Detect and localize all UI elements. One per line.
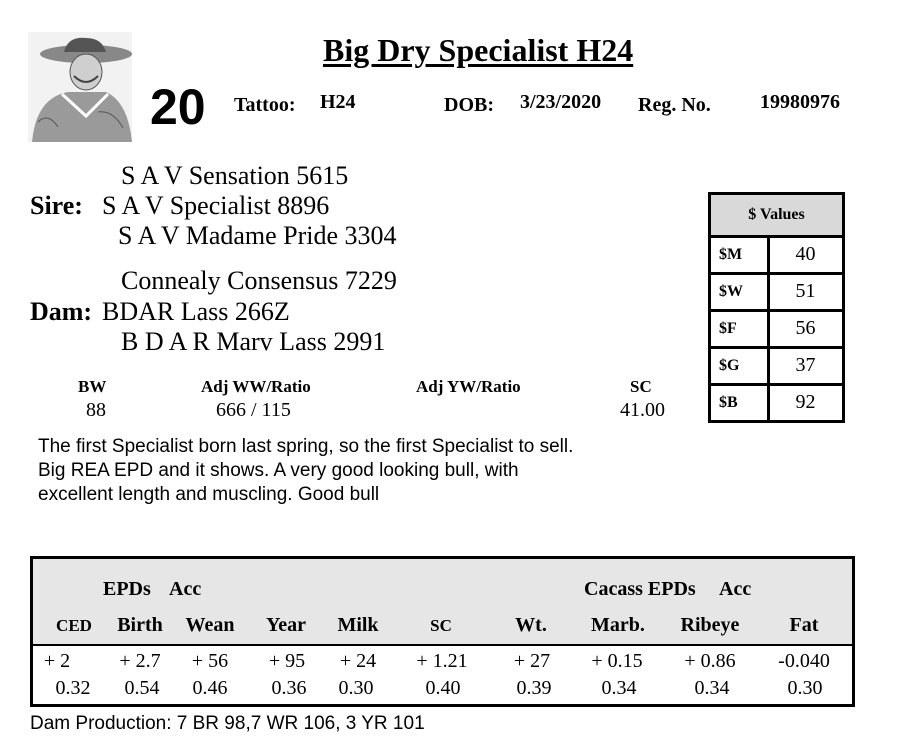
dollar-value-row [711,238,842,275]
reg-label: Reg. No. [638,94,711,116]
index-name: $M [719,246,743,263]
sire-name: S A V Specialist 8896 [102,191,330,220]
dam-label: Dam: [30,297,93,326]
sc-label: SC [630,377,652,396]
index-value: 37 [795,354,816,376]
page-title: Big Dry Specialist H24 [323,32,634,68]
epd-value: + 0.15 [591,650,643,672]
epd-value: + 1.21 [416,650,468,672]
col-milk: Milk [337,614,379,636]
epd-value: -0.040 [778,650,830,672]
col-marb: Marb. [591,614,645,636]
dollar-value-row [711,312,842,349]
dollar-value-row [711,386,842,423]
yw-label: Adj YW/Ratio [416,377,521,396]
sire-sire: S A V Sensation 5615 [121,161,349,190]
carcass-epds-label: Cacass EPDs [584,578,696,600]
comments: The first Specialist born last spring, so the first Specialist to sell. Big REA EPD and it shows. A very good looking bull, with excellent length and muscling. Good bull [38,436,574,505]
sire-dam: S A V Madame Pride 3304 [118,221,397,250]
epd-value: + 2.7 [119,650,161,672]
epd-value: + 27 [513,650,551,672]
carcass-acc-label: Acc [719,578,752,600]
dollar-value-row [711,275,842,312]
col-year: Year [266,614,306,636]
index-name: $G [719,357,740,374]
acc-value: 0.54 [124,677,160,699]
acc-value: 0.34 [694,677,730,699]
col-birth: Birth [117,614,163,636]
epd-value: + 24 [339,650,377,672]
ww-label: Adj WW/Ratio [201,377,311,396]
acc-value: 0.34 [601,677,637,699]
acc-label: Acc [169,578,202,600]
bw-label: BW [78,377,107,396]
acc-value: 0.32 [55,677,91,699]
epds-label: EPDs [103,578,151,600]
col-fat: Fat [789,614,819,636]
epd-value: + 0.86 [684,650,736,672]
col-sc: SC [430,616,452,635]
index-name: $W [719,283,743,300]
dollar-values-table [708,192,845,423]
acc-value: 0.39 [516,677,552,699]
dob-label: DOB: [444,94,494,116]
col-ribeye: Ribeye [680,614,740,636]
col-wean: Wean [185,614,235,636]
dam-sire: Connealy Consensus 7229 [121,266,397,295]
index-value: 40 [795,243,816,265]
dam-production: Dam Production: 7 BR 98,7 WR 106, 3 YR 101 [30,713,425,734]
tattoo-value: H24 [320,91,356,113]
dam-dam: B D A R Marv Lass 2991 [121,327,386,356]
acc-value: 0.30 [338,677,374,699]
lot-number: 20 [150,79,206,135]
index-name: $F [719,320,737,337]
dam-name: BDAR Lass 266Z [102,297,290,326]
epd-table [30,556,855,707]
dollar-values-header: $ Values [711,195,842,238]
sc-value: 41.00 [620,399,665,421]
epd-value: + 56 [191,650,229,672]
col-wt: Wt. [515,614,547,636]
acc-value: 0.40 [425,677,461,699]
acc-value: 0.36 [271,677,307,699]
sire-label: Sire: [30,191,83,220]
dob-value: 3/23/2020 [520,91,602,113]
dollar-value-row [711,349,842,386]
acc-value: 0.46 [192,677,228,699]
index-name: $B [719,394,738,411]
epd-value: + 95 [268,650,306,672]
bw-value: 88 [86,399,106,421]
index-value: 92 [795,391,816,413]
acc-value: 0.30 [787,677,823,699]
ww-value: 666 / 115 [216,399,291,421]
index-value: 51 [795,280,816,302]
col-ced: CED [56,616,92,635]
cowboy-logo-icon [28,32,132,142]
reg-value: 19980976 [760,91,840,113]
epd-value: + 2 [43,650,71,672]
tattoo-label: Tattoo: [234,94,296,116]
index-value: 56 [795,317,816,339]
epd-header [33,559,852,646]
